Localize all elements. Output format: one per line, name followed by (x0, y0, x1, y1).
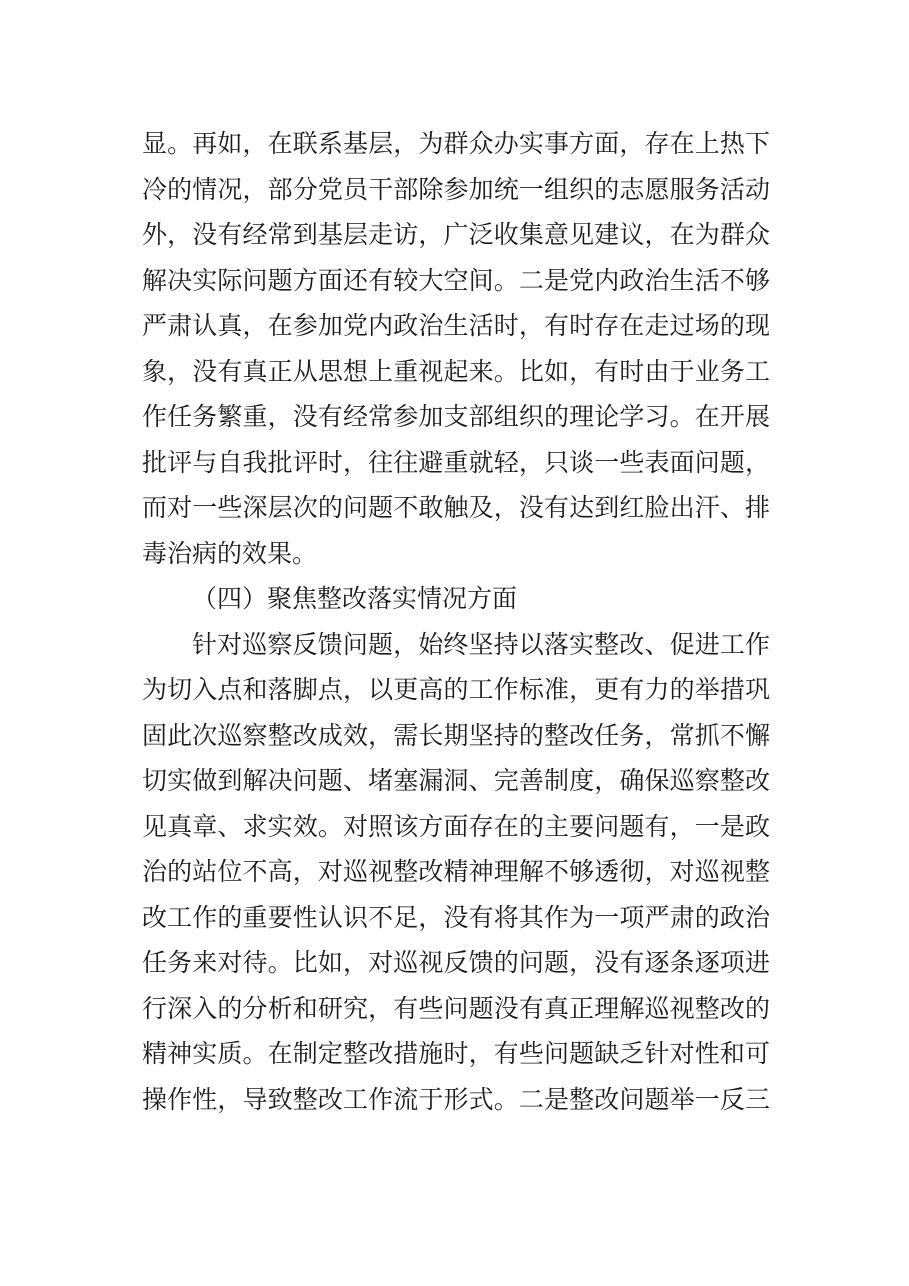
text-line: 批评与自我批评时，往往避重就轻，只谈一些表面问题， (142, 447, 770, 477)
text-line: 操作性，导致整改工作流于形式。二是整改问题举一反三 (142, 1084, 770, 1114)
text-line: 而对一些深层次的问题不敢触及，没有达到红脸出汗、排 (142, 493, 770, 522)
text-line: 治的站位不高，对巡视整改精神理解不够透彻，对巡视整 (142, 857, 770, 886)
text-line: 显。再如，在联系基层，为群众办实事方面，存在上热下 (142, 129, 770, 158)
body-text (142, 121, 770, 1122)
text-line: 解决实际问题方面还有较大空间。二是党内政治生活不够 (142, 265, 770, 295)
section-heading: （四）聚焦整改落实情况方面 (192, 584, 518, 613)
text-line: 任务来对待。比如，对巡视反馈的问题，没有逐条逐项进 (142, 948, 770, 977)
text-line: 作任务繁重，没有经常参加支部组织的理论学习。在开展 (142, 402, 770, 431)
text-line: 精神实质。在制定整改措施时，有些问题缺乏针对性和可 (142, 1039, 770, 1068)
text-line: 象，没有真正从思想上重视起来。比如，有时由于业务工 (142, 356, 770, 386)
text-line: 见真章、求实效。对照该方面存在的主要问题有，一是政 (142, 811, 770, 841)
text-line: 切实做到解决问题、堵塞漏洞、完善制度，确保巡察整改 (142, 766, 770, 795)
text-line: 固此次巡察整改成效，需长期坚持的整改任务，常抓不懈 (142, 720, 770, 750)
text-line: 为切入点和落脚点，以更高的工作标准，更有力的举措巩 (142, 675, 770, 704)
text-line: 行深入的分析和研究，有些问题没有真正理解巡视整改的 (142, 993, 770, 1023)
text-line: 冷的情况，部分党员干部除参加统一组织的志愿服务活动 (142, 174, 770, 204)
text-line: 针对巡察反馈问题，始终坚持以落实整改、促进工作 (192, 629, 770, 659)
text-line: 改工作的重要性认识不足，没有将其作为一项严肃的政治 (142, 902, 770, 932)
text-line: 外，没有经常到基层走访，广泛收集意见建议，在为群众 (142, 220, 770, 249)
text-line: 严肃认真，在参加党内政治生活时，有时存在走过场的现 (142, 311, 770, 340)
text-line: 毒治病的效果。 (142, 538, 318, 568)
